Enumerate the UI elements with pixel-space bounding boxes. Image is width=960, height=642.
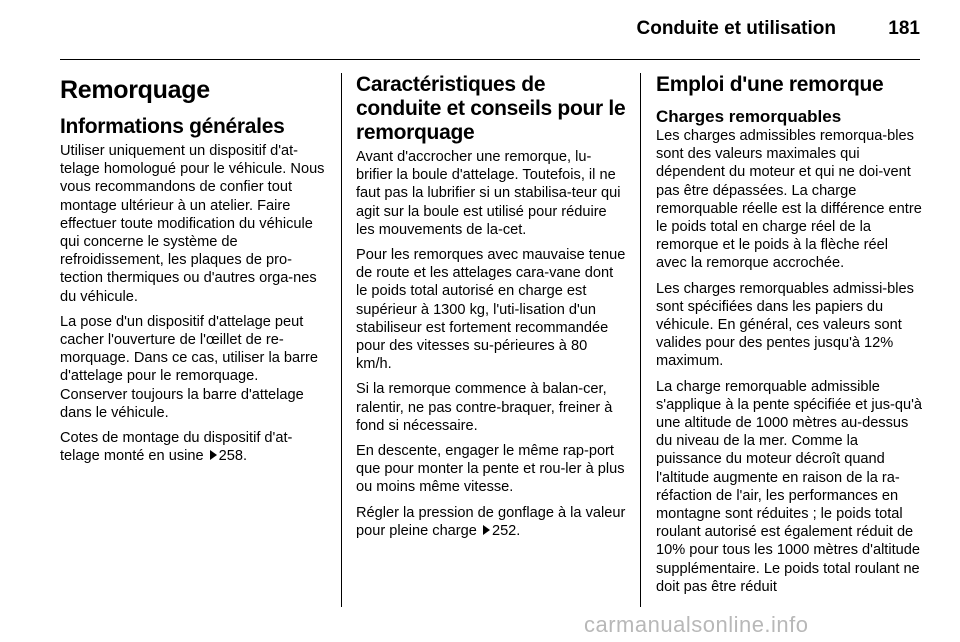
column-divider [341, 73, 342, 607]
page-header [60, 14, 920, 44]
driving-tips-paragraph-5 [356, 504, 626, 540]
page-reference-arrow-icon [210, 450, 217, 460]
trailer-use-heading: Emploi d'une remorque [656, 73, 884, 96]
trailer-loads-paragraph-2: Les charges remorquables admissi-bles sont spécifiées dans les papiers du véhicule. En général, ces valeurs sont valides pour des pentes jusqu'à 12% maximum. [656, 280, 914, 370]
site-watermark: carmanualsonline.info [584, 612, 809, 637]
tyre-pressure-text: Régler la pression de gonflage à la valeur pour pleine charge [356, 504, 626, 539]
general-info-paragraph-1: Utiliser uniquement un dispositif d'at-telage homologué pour le véhicule. Nous vous recommandons de confier tout montage ultérieur à un atelier. Faire effectuer toute modification du véhicule qui concerne le système de refroidissement, les plaques de pro-tection thermiques ou d'autres orga-nes du véhicule. [60, 143, 325, 305]
column-trailer-use [656, 73, 922, 603]
driving-tips-heading: Caractéristiques de conduite et conseils pour le remorquage [356, 73, 626, 144]
mounting-dimensions-text: Cotes de montage du dispositif d'at-telage monté en usine [60, 430, 293, 465]
general-info-paragraph-2: La pose d'un dispositif d'attelage peut cacher l'ouverture de l'œillet de re-morquage. Dans ce cas, utiliser la barre d'attelage pour le remorquage. Conserver toujours la barre d'attelage dans le véhicule. [60, 313, 318, 421]
trailer-loads-paragraph-3: La charge remorquable admissible s'applique à la pente spécifiée et jus-qu'à une altitude de 1000 mètres au-dessus du niveau de la mer. Comme la puissance du moteur décroît quand l'altitude augmente en raison de la ra-réfaction de l'air, les performances en montagne sont réduites ; le poids total roulant autorisé est également réduit de 10% pour tous les 1000 mètres d'altitude supplémentaire. Le poids total roulant ne doit pas être réduit [656, 378, 923, 595]
page-reference-link[interactable]: 258. [218, 448, 248, 465]
trailer-loads-heading: Charges remorquables [656, 107, 842, 126]
general-info-paragraph-3 [60, 429, 326, 465]
towing-heading: Remorquage [60, 76, 210, 104]
trailer-loads-paragraph-1: Les charges admissibles remorqua-bles sont des valeurs maximales qui dépendent du moteur et qui ne doi-vent pas être dépassées. La charge remorquable réelle est la différence entre le poids total en charge réel de la remorque et le poids à la flèche réel avec la remorque accrochée. [656, 128, 922, 272]
section-title: Conduite et utilisation [636, 18, 836, 39]
general-info-heading: Informations générales [60, 115, 285, 138]
header-divider [60, 59, 920, 60]
driving-tips-paragraph-4: En descente, engager le même rap-port que pour monter la pente et rou-ler à plus ou moins même vitesse. [356, 443, 625, 496]
column-driving-tips [356, 73, 626, 547]
driving-tips-paragraph-2: Pour les remorques avec mauvaise tenue de route et les attelages cara-vane dont le poids total autorisé en charge est supérieur à 1300 kg, l'uti-lisation d'un stabiliseur est fortement recommandée pour des vitesses su-périeures à 80 km/h. [356, 247, 626, 373]
column-towing [60, 73, 326, 472]
column-divider [640, 73, 641, 607]
page-reference-arrow-icon [483, 525, 490, 535]
page-reference-link[interactable]: 252. [491, 522, 521, 539]
driving-tips-paragraph-3: Si la remorque commence à balan-cer, ralentir, ne pas contre-braquer, freiner à fond si nécessaire. [356, 381, 613, 434]
driving-tips-paragraph-1: Avant d'accrocher une remorque, lu-brifier la boule d'attelage. Toutefois, il ne faut pas la lubrifier si un stabilisa-teur qui agit sur la boule est utilisé pour réduire les mouvements de la-cet. [356, 149, 621, 238]
page-number: 181 [888, 18, 920, 39]
